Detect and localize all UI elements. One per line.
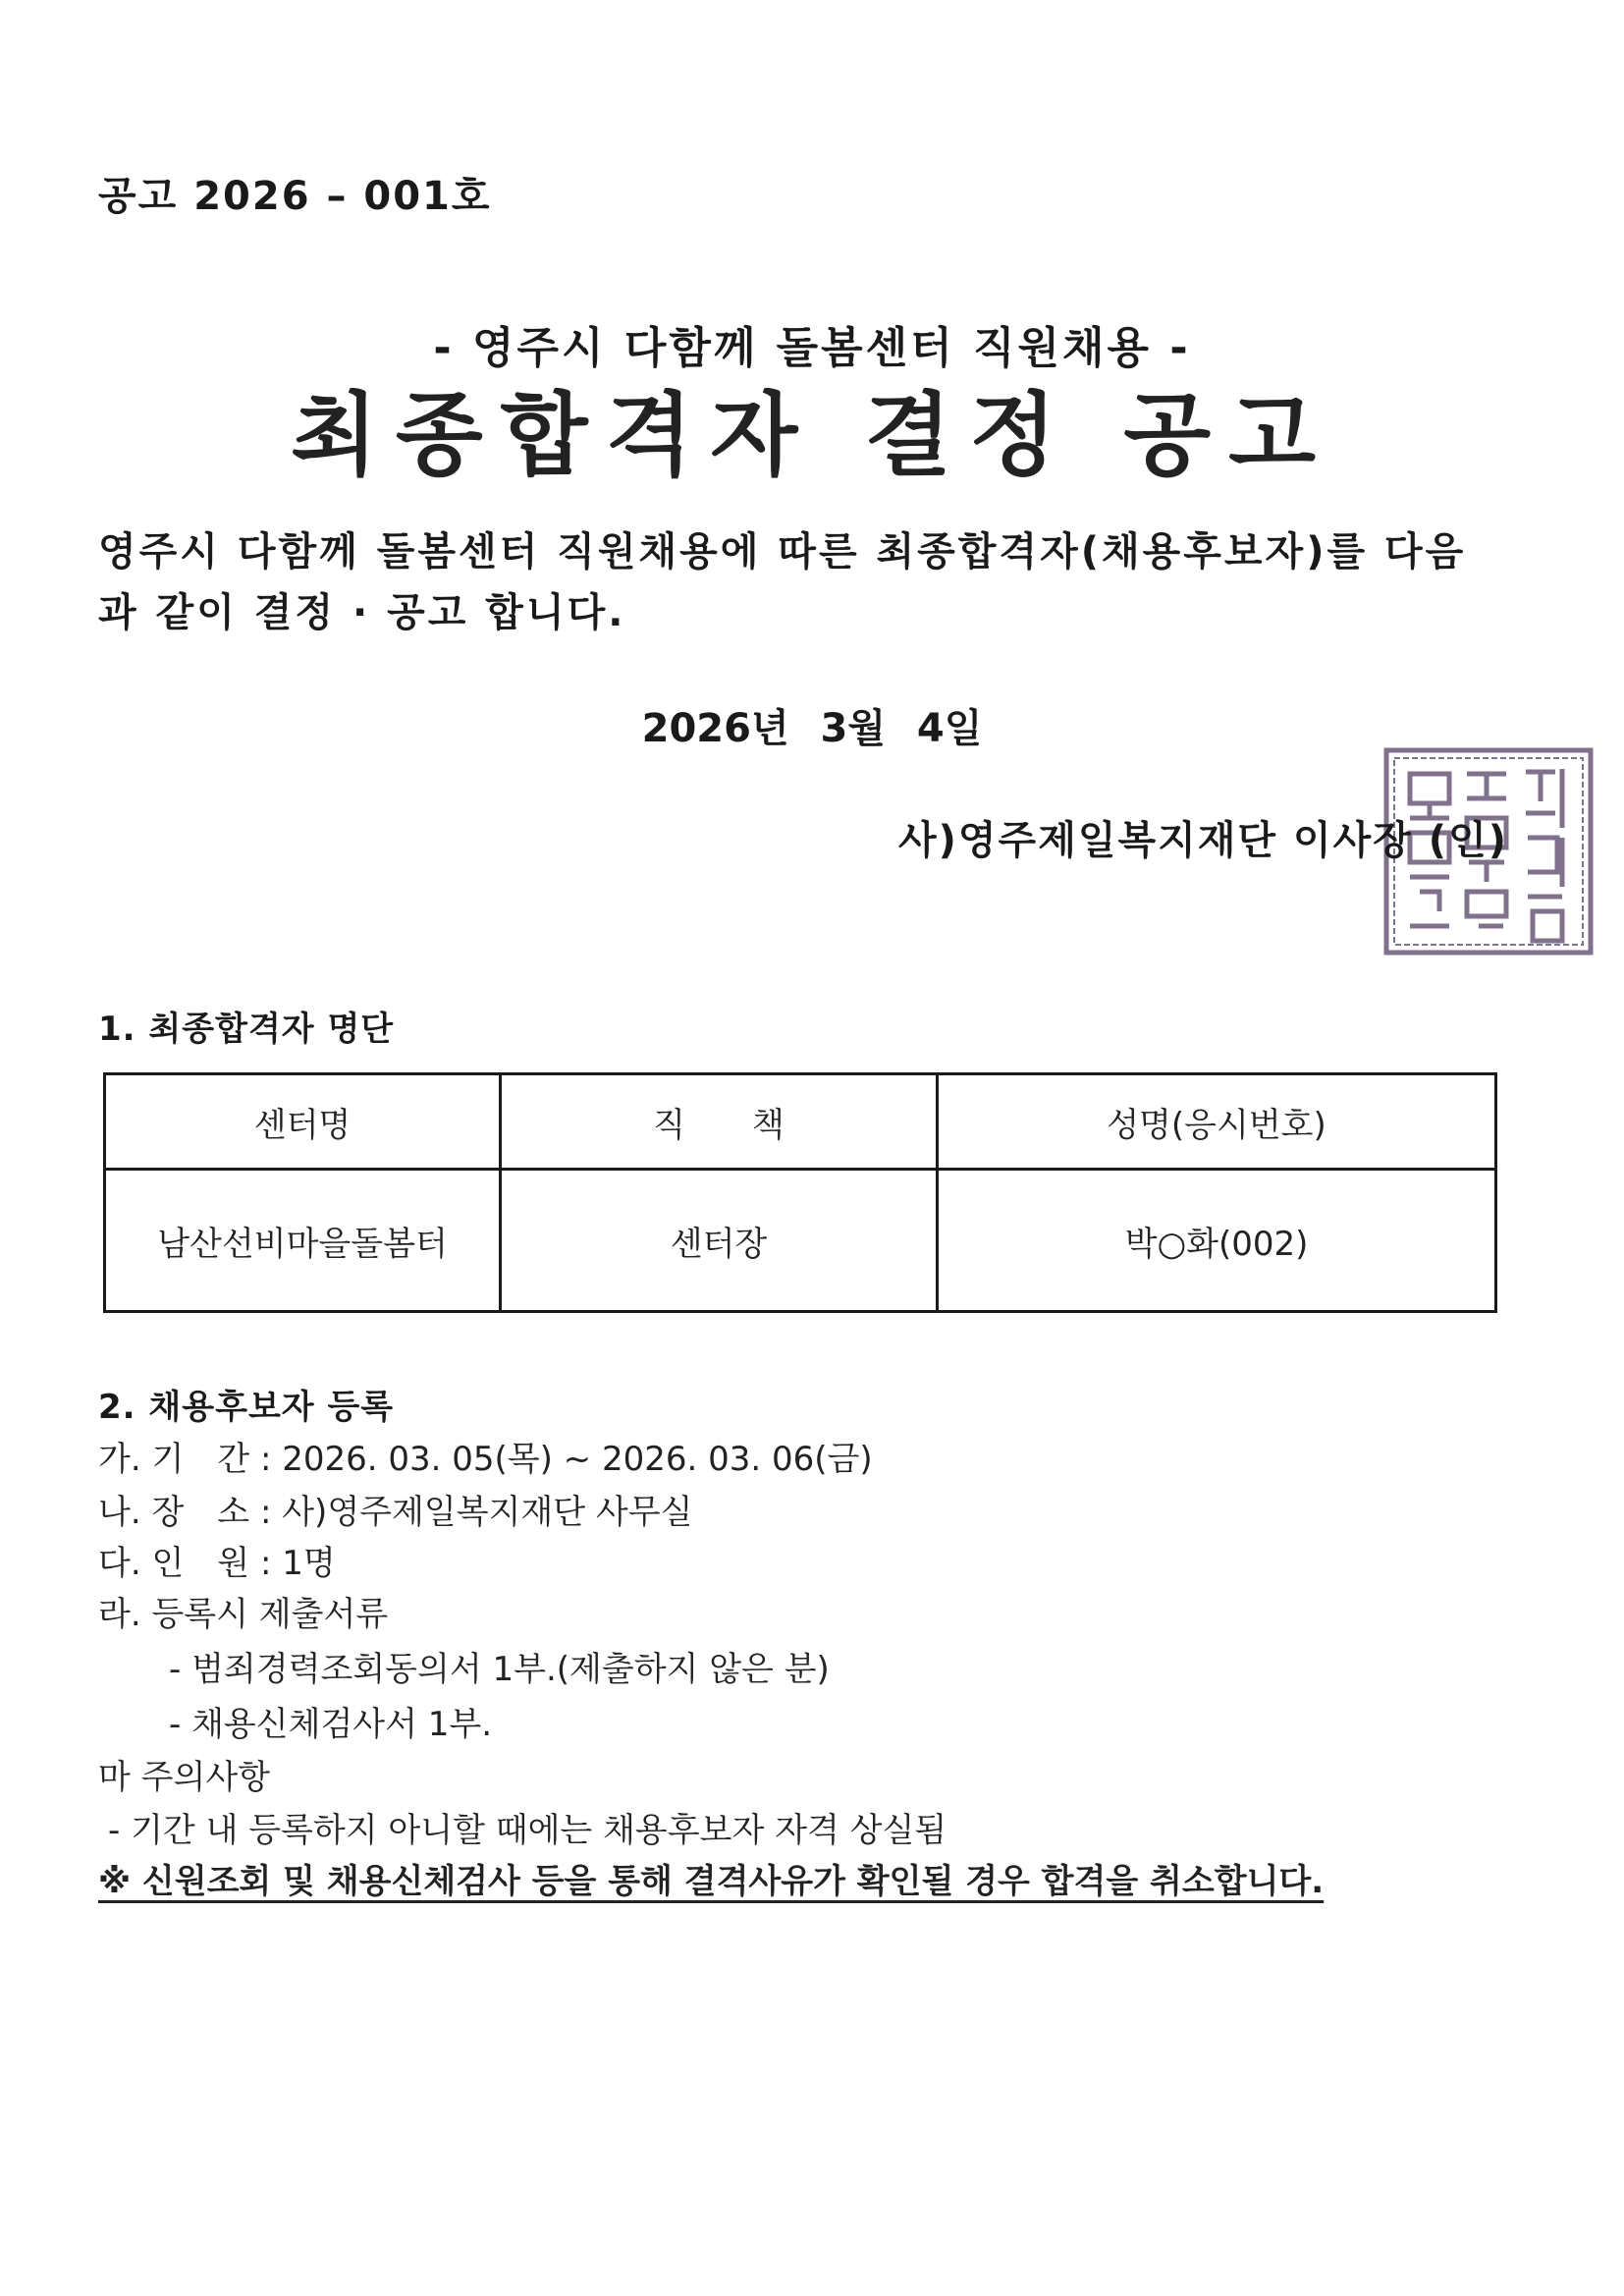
intro-line-2: 과 같이 결정 · 공고 합니다. [98, 590, 626, 635]
registration-place: 나. 장 소 : 사)영주제일복지재단 사무실 [98, 1493, 693, 1532]
registration-period: 가. 기 간 : 2026. 03. 05(목) ~ 2026. 03. 06(금) [98, 1440, 873, 1479]
registration-count: 다. 인 원 : 1명 [98, 1544, 336, 1583]
required-document-1: - 범죄경력조회동의서 1부.(제출하지 않은 분) [169, 1650, 830, 1689]
cell-name-number: 박○화(002) [938, 1170, 1496, 1312]
intro-line-1: 영주시 다함께 돌봄센터 직원채용에 따른 최종합격자(채용후보자)를 다음 [98, 529, 1467, 574]
required-documents-title: 라. 등록시 제출서류 [98, 1595, 389, 1634]
cautions-title: 마 주의사항 [98, 1758, 271, 1797]
table-row [105, 1170, 1496, 1312]
header-position: 직 책 [501, 1074, 938, 1170]
document-subtitle: - 영주시 다함께 돌봄센터 직원채용 - [433, 323, 1191, 373]
cell-position: 센터장 [501, 1170, 938, 1312]
document-title: 최종합격자 결정 공고 [291, 383, 1333, 488]
table-header-row [105, 1074, 1496, 1170]
header-center-name: 센터명 [105, 1074, 501, 1170]
cancellation-warning: ※ 신원조회 및 채용신체검사 등을 통해 결격사유가 확인될 경우 합격을 취소합니다. [98, 1862, 1325, 1901]
header-name-number: 성명(응시번호) [938, 1074, 1496, 1170]
final-candidates-table [103, 1072, 1497, 1313]
caution-1: - 기간 내 등록하지 아니할 때에는 채용후보자 자격 상실됨 [108, 1811, 947, 1850]
section-2-title: 2. 채용후보자 등록 [98, 1388, 395, 1427]
signer: 사)영주제일복지재단 이사장 (인) [898, 818, 1509, 863]
notice-number: 공고 2026 – 001호 [98, 174, 492, 219]
required-document-2: - 채용신체검사서 1부. [169, 1705, 493, 1744]
announcement-date: 2026년 3월 4일 [641, 706, 983, 751]
cell-center-name: 남산선비마을돌봄터 [105, 1170, 501, 1312]
section-1-title: 1. 최종합격자 명단 [98, 1010, 395, 1049]
